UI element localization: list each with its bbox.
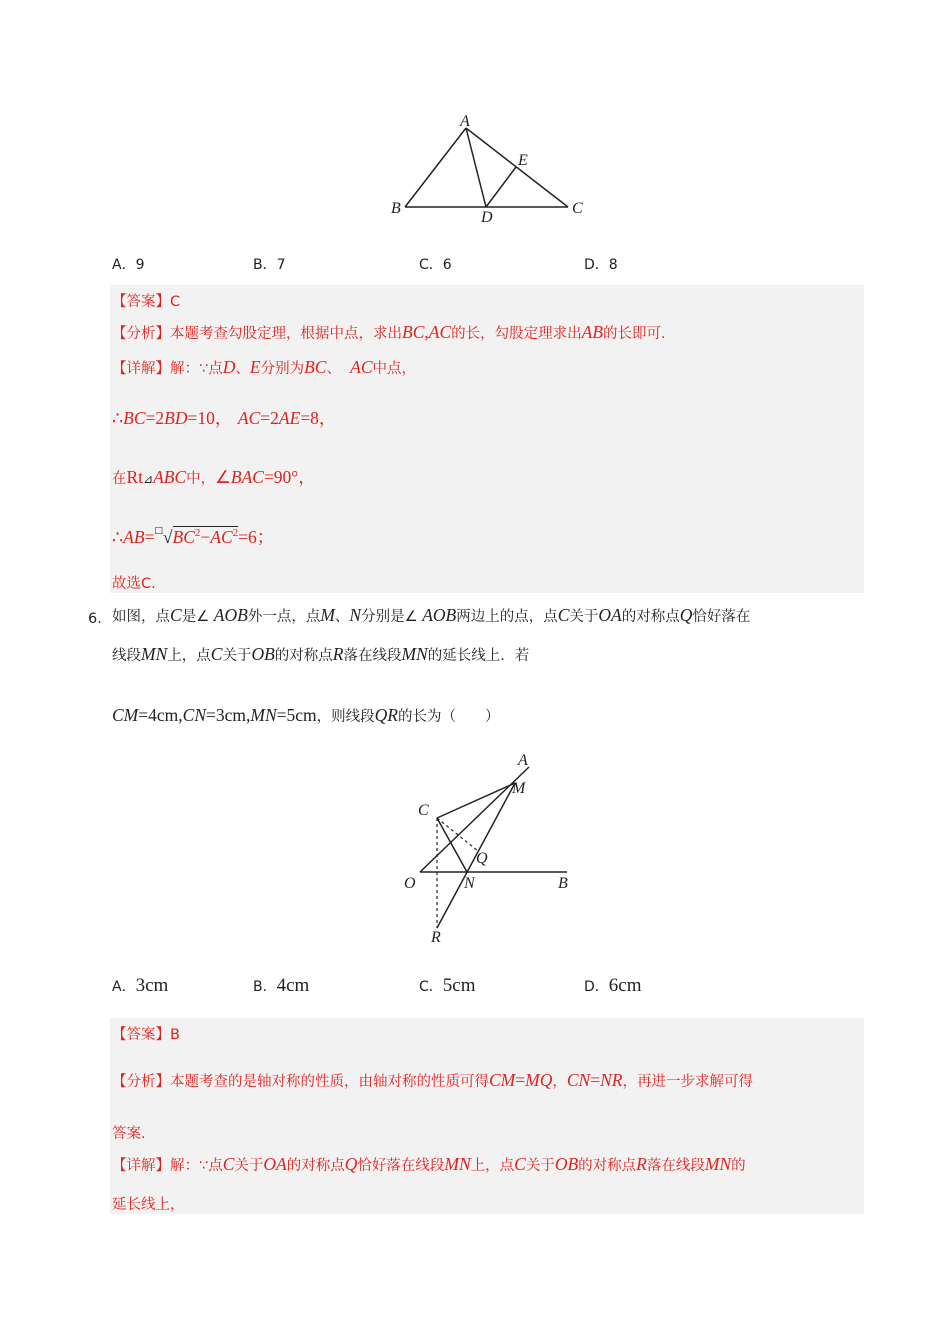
q5-option-b: B．7 bbox=[253, 257, 286, 273]
label-d: D bbox=[481, 209, 493, 226]
q6-number: 6． bbox=[88, 611, 112, 627]
triangle-figure bbox=[385, 108, 595, 230]
segment-ab bbox=[405, 128, 466, 207]
q6-detail-line-2: 延长线上， bbox=[112, 1197, 185, 1213]
q6-detail-line-1: 【详解】解：∵点C关于OA的对称点Q恰好落在线段MN上，点C关于OB的对称点R落在线段MN的 bbox=[112, 1154, 746, 1174]
q6-option-b: B．4cm bbox=[253, 975, 310, 996]
q6-solution-panel bbox=[110, 1018, 864, 1214]
label-m: M bbox=[512, 780, 526, 797]
q6-option-c: C．5cm bbox=[419, 975, 476, 996]
q6-stem-line-2: 线段MN上，点C关于OB的对称点R落在线段MN的延长线上．若 bbox=[112, 644, 530, 664]
reflection-figure bbox=[395, 745, 585, 951]
q6-answer: 【答案】B bbox=[112, 1027, 180, 1043]
q5-line-right-angle: 在Rt⊿ABC中，∠BAC=90°， bbox=[112, 467, 316, 488]
q6-option-a: A．3cm bbox=[112, 975, 169, 996]
label-r: R bbox=[431, 929, 441, 946]
segment-ac bbox=[466, 128, 568, 207]
q5-detail: 【详解】解：∵点D、E分别为BC、 AC中点， bbox=[112, 357, 417, 377]
segment-ad bbox=[466, 128, 486, 207]
label-a: A bbox=[460, 113, 470, 130]
segment-de bbox=[486, 167, 516, 207]
label-o: O bbox=[404, 875, 416, 892]
segment-cn bbox=[437, 818, 467, 872]
q6-stem-line-3: CM=4cm,CN=3cm,MN=5cm，则线段QR的长为（ ） bbox=[112, 705, 500, 725]
q5-answer: 【答案】C bbox=[112, 294, 181, 310]
q5-option-c: C．6 bbox=[419, 257, 452, 273]
q6-option-d: D．6cm bbox=[584, 975, 642, 996]
q6-analysis-line-1: 【分析】本题考查的是轴对称的性质，由轴对称的性质可得CM=MQ，CN=NR，再进一步求解可得 bbox=[112, 1070, 753, 1090]
label-b: B bbox=[391, 200, 401, 217]
q6-analysis-line-2: 答案. bbox=[112, 1126, 146, 1142]
label-q: Q bbox=[476, 850, 488, 867]
label-c2: C bbox=[418, 802, 429, 819]
q5-option-d: D．8 bbox=[584, 257, 618, 273]
q5-line-pythagoras: $\therefore AB=^□√BC^2-AC^2=6$； bbox=[112, 526, 275, 548]
q6-stem-line-1: 如图，点C是∠ AOB外一点，点M、N分别是∠ AOB两边上的点，点C关于OA的对称点Q恰好落在 bbox=[112, 605, 751, 625]
q5-analysis: 【分析】本题考查勾股定理，根据中点，求出BC,AC的长，勾股定理求出AB的长即可. bbox=[112, 322, 666, 342]
q5-conclusion: 故选C. bbox=[112, 576, 156, 592]
label-n: N bbox=[464, 875, 475, 892]
label-e: E bbox=[518, 152, 528, 169]
label-a2: A bbox=[518, 752, 528, 769]
q5-option-a: A．9 bbox=[112, 257, 145, 273]
label-b2: B bbox=[558, 875, 568, 892]
segment-cm bbox=[437, 783, 515, 818]
q5-line-bc-ac: ∴BC=2BD=10， AC=2AE=8， bbox=[112, 408, 337, 429]
label-c: C bbox=[572, 200, 583, 217]
